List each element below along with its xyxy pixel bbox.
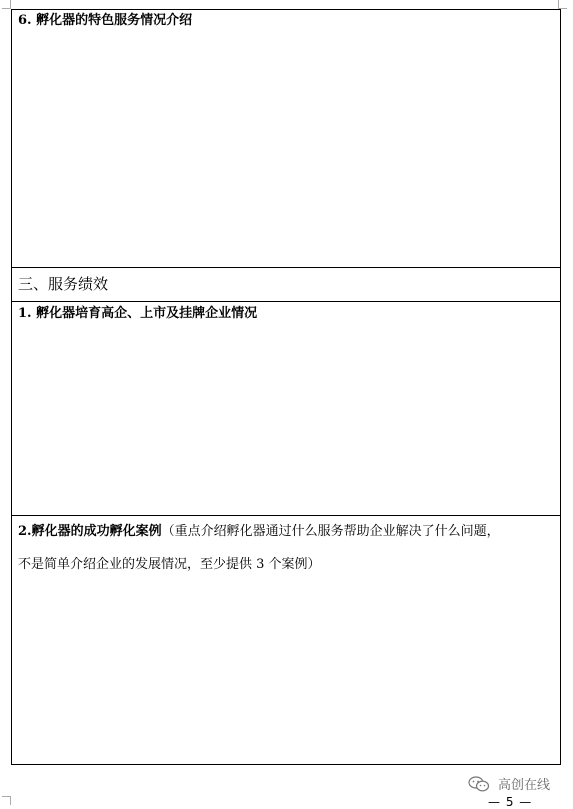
crop-mark-bottom-left — [2, 796, 11, 805]
watermark-text: 高创在线 — [498, 778, 551, 793]
item1-cell[interactable] — [12, 302, 560, 516]
item2-heading — [18, 524, 554, 540]
page-number: — 5 — — [488, 795, 533, 809]
crop-mark-top-right — [558, 0, 567, 9]
item2-heading-bold: 2.孵化器的成功孵化案例 — [18, 524, 162, 539]
item2-heading-note: （重点介绍孵化器通过什么服务帮助企业解决了什么问题， — [161, 524, 500, 539]
crop-mark-top-left — [2, 0, 11, 9]
watermark — [468, 774, 550, 793]
item2-heading-line2: 不是简单介绍企业的发展情况，至少提供 3 个案例） — [18, 557, 321, 572]
section3-cell — [12, 268, 560, 302]
wechat-icon — [468, 776, 490, 792]
item6-cell[interactable] — [12, 10, 560, 268]
item2-cell[interactable] — [12, 516, 560, 764]
item6-heading: 6. 孵化器的特色服务情况介绍 — [18, 13, 193, 28]
item1-heading: 1. 孵化器培育高企、上市及挂牌企业情况 — [18, 306, 258, 321]
form-table — [11, 9, 561, 765]
section3-title: 三、服务绩效 — [18, 275, 109, 293]
